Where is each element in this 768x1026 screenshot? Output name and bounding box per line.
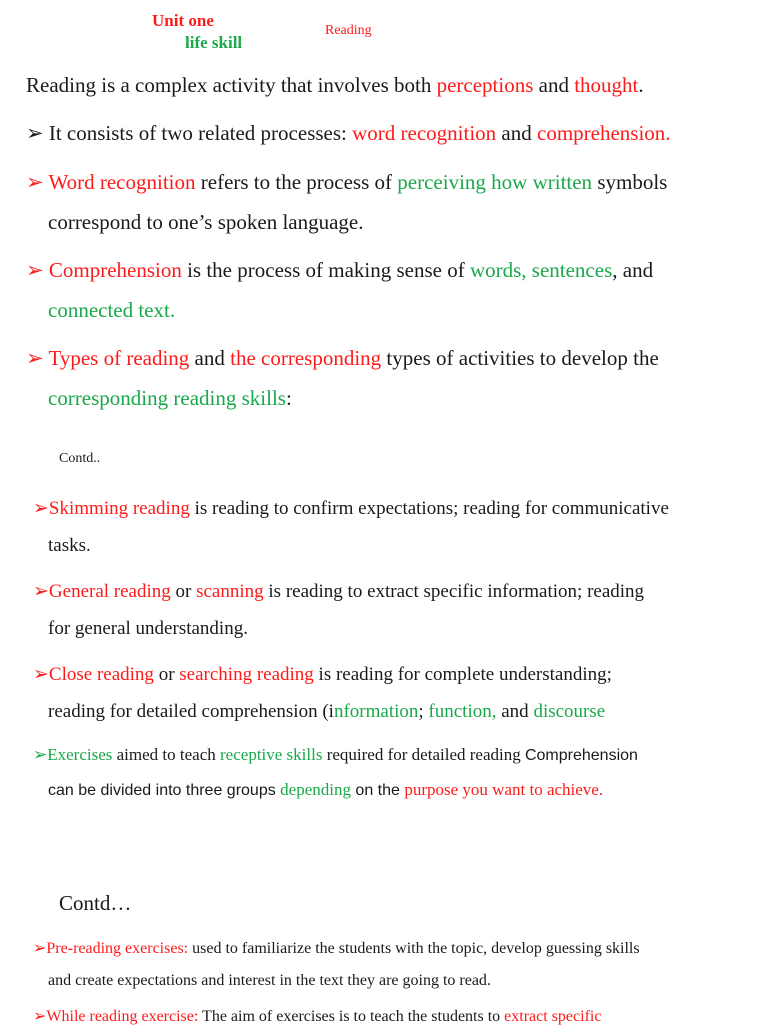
term-comprehension: Comprehension <box>524 747 638 764</box>
bullet-continuation: connected text. <box>48 298 176 322</box>
bullet-text: can be divided into three groups <box>48 782 281 799</box>
bullet-continuation: for general understanding. <box>48 618 248 639</box>
bullet-text: types of activities to develop the <box>381 346 659 370</box>
term-discourse: discourse <box>533 701 606 722</box>
term-word-recognition: Word recognition <box>43 170 196 194</box>
bullet-text: is reading to confirm expectations; reading for communicative <box>189 498 669 519</box>
bullet-text: symbols <box>592 170 668 194</box>
arrow-bullet-icon: ➢ <box>26 258 44 282</box>
contd-label: Contd… <box>59 891 132 915</box>
bullet-text: refers to the process of <box>195 170 398 194</box>
unit-title: Unit one <box>152 11 214 30</box>
intro-perceptions: perceptions <box>436 73 534 97</box>
bullet-skimming <box>33 497 669 520</box>
term-types-of-reading: Types of reading <box>43 346 190 370</box>
arrow-bullet-icon: ➢ <box>33 664 49 685</box>
arrow-bullet-icon: ➢ <box>33 940 47 957</box>
bullet-continuation: correspond to one’s spoken language. <box>48 210 364 234</box>
term-reading-skills: corresponding reading skills <box>48 386 286 410</box>
term-purpose: purpose you want to achieve. <box>404 780 604 799</box>
bullet-comprehension <box>26 258 653 283</box>
intro-thought: thought <box>574 73 639 97</box>
bullet-text: required for detailed reading <box>322 745 525 764</box>
bullet-exercises <box>33 745 638 765</box>
term-word-recognition: word recognition <box>352 121 497 145</box>
term-depending: depending <box>280 780 351 799</box>
term-searching-reading: searching reading <box>179 664 314 685</box>
bullet-text: reading for detailed comprehension (i <box>48 701 334 722</box>
bullet-text: aimed to teach <box>112 745 221 764</box>
intro-text: Reading is a complex activity that involves both <box>26 73 437 97</box>
term-words-sentences: words, sentences <box>469 258 613 282</box>
arrow-bullet-icon: ➢ <box>33 1008 47 1025</box>
bullet-types-of-reading <box>26 346 659 371</box>
term-comprehension: Comprehension <box>43 258 182 282</box>
bullet-continuation: and create expectations and interest in the text they are going to read. <box>48 972 491 989</box>
skill-title: life skill <box>185 33 243 52</box>
intro-sentence <box>26 73 644 98</box>
bullet-text: and <box>496 701 534 722</box>
topic-title: Reading <box>325 23 372 38</box>
bullet-general-reading <box>33 580 644 603</box>
term-extract-specific: extract specific <box>504 1008 602 1025</box>
arrow-bullet-icon: ➢ <box>33 745 48 764</box>
term-function: function, <box>428 701 497 722</box>
term-corresponding: the corresponding <box>230 346 382 370</box>
term-information: nformation <box>333 701 419 722</box>
bullet-continuation <box>48 386 292 411</box>
bullet-processes <box>26 121 671 146</box>
arrow-bullet-icon: ➢ <box>26 170 44 194</box>
bullet-continuation <box>48 780 603 800</box>
bullet-text: used to familiarize the students with the topic, develop guessing skills <box>188 940 640 957</box>
bullet-text: It consists of two related processes: <box>43 121 353 145</box>
bullet-text: The aim of exercises is to teach the students to <box>198 1008 505 1025</box>
bullet-close-reading <box>33 663 612 686</box>
term-general-reading: General reading <box>48 581 171 602</box>
bullet-continuation <box>48 701 605 723</box>
bullet-text: is reading to extract specific information; reading <box>263 581 645 602</box>
bullet-continuation: tasks. <box>48 535 91 556</box>
bullet-text: is the process of making sense of <box>181 258 470 282</box>
term-skimming-reading: Skimming reading <box>48 498 190 519</box>
term-scanning: scanning <box>196 581 264 602</box>
contd-label: Contd.. <box>59 451 101 466</box>
bullet-while-reading <box>33 1006 601 1026</box>
bullet-text: or <box>170 581 197 602</box>
term-perceiving: perceiving how written <box>397 170 593 194</box>
bullet-text: is reading for complete understanding; <box>313 664 612 685</box>
term-close-reading: Close reading <box>48 664 154 685</box>
term-pre-reading: Pre-reading exercises: <box>46 940 189 957</box>
bullet-text: and <box>496 121 537 145</box>
bullet-text: ; <box>418 701 429 722</box>
bullet-text: , and <box>612 258 654 282</box>
bullet-text: or <box>153 664 180 685</box>
term-comprehension: comprehension. <box>537 121 671 145</box>
term-while-reading: While reading exercise: <box>46 1008 199 1025</box>
bullet-text: : <box>285 386 292 410</box>
bullet-text: and <box>189 346 231 370</box>
bullet-word-recognition <box>26 170 667 195</box>
arrow-bullet-icon: ➢ <box>26 121 44 145</box>
bullet-text: on the <box>350 782 405 799</box>
arrow-bullet-icon: ➢ <box>33 498 49 519</box>
arrow-bullet-icon: ➢ <box>33 581 49 602</box>
intro-and: and <box>533 73 575 97</box>
term-receptive-skills: receptive skills <box>220 745 323 764</box>
intro-period: . <box>638 73 644 97</box>
arrow-bullet-icon: ➢ <box>26 346 44 370</box>
term-exercises: Exercises <box>47 745 113 764</box>
bullet-pre-reading <box>33 938 640 958</box>
